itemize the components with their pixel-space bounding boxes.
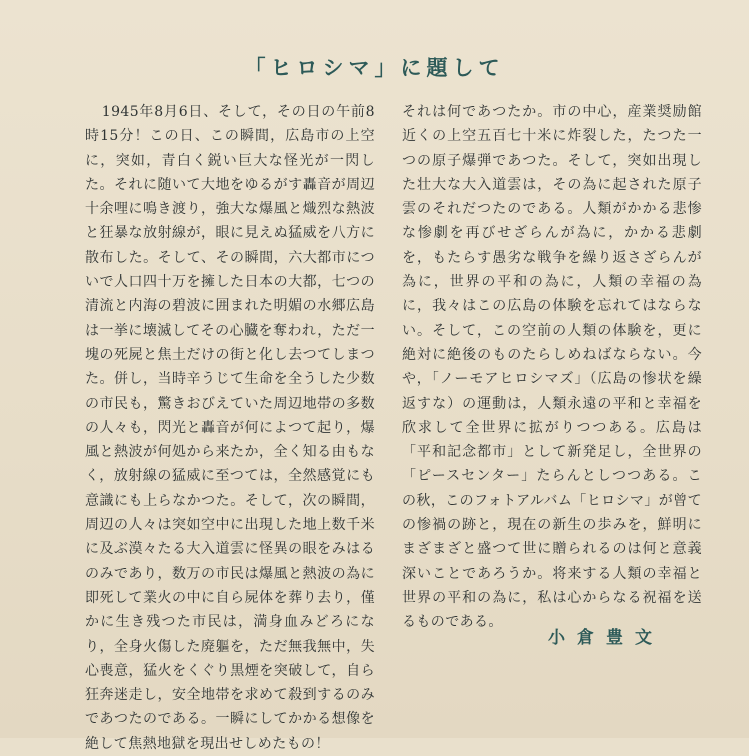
page-title: 「ヒロシマ」に題して: [244, 56, 505, 80]
body-text-right-column: それは何であつたか。市の中心，産業奨励館近くの上空五百七十米に炸裂した，たつた一つの原子爆弾であつた。そして，突如出現した壮大な大入道雲は，その為に起された原子雲のそれだつたのである。人類がかかる悲惨な惨劇を再びせざらんが為に，かかる悲劇を，もたらす愚劣な戦争を繰り返さざらんが為に，世界の平和の為に，人類の幸福の為に，我々はこの広島の体験を忘れてはならない。そして，この空前の人類の体験を，更に絶対に絶後のものたらしめねばならない。今や，「ノーモアヒロシマズ」（広島の惨状を繰返すな）の運動は，人類永遠の平和と幸福を欣求して全世界に拡がりつつある。広島は「平和記念都市」として新発足し，全世界の「ピースセンター」たらんとしつつある。この秋，このフォトアルバム「ヒロシマ」が曾ての惨禍の跡と，現在の新生の歩みを，鮮明にまざまざと盛つて世に贈られるのは何と意義深いことであろうか。将来する人類の幸福と世界の平和の為に，私は心からなる祝福を送るものである。: [402, 104, 702, 631]
author-signature: 小倉豊文: [548, 628, 664, 648]
body-text-left-column: 1945年8月6日、そして，その日の午前8時15分！この日、この瞬間，広島市の上空に，突如，青白く鋭い巨大な怪光が一閃した。それに随いて大地をゆるがす轟音が周辺十余哩に鳴き渡り，強大な爆風と熾烈な熱波と狂暴な放射線が，眼に見えぬ猛威を八方に散布した。そして、その瞬間，六大都市についで人口四十万を擁した日本の大都，七つの清流と内海の碧波に囲まれた明媚の水郷広島は一挙に壊滅してその心臓を奪われ，ただ一塊の死屍と焦土だけの街と化し去つてしまつた。併し，当時辛うじて生命を全うした少数の市民も，驚きおびえていた周辺地帯の多数の人々も，閃光と轟音が何によつて起り，爆風と熱波が何処から来たか，全く知る由もなく，放射線の猛威に至つては，全然感覚にも意識にも上らなかつた。そして，次の瞬間，周辺の人々は突如空中に出現した地上数千米に及ぶ漠々たる大入道雲に怪異の眼をみはるのみであり，数万の市民は爆風と熱波の為に即死して業火の中に自ら屍体を葬り去り，僅かに生き残つた市民は，満身血みどろになり，全身火傷した廃軀を，ただ無我無中，失心喪意，猛火をくぐり黒煙を突破して，自ら狂奔迷走し，安全地帯を求めて殺到するのみであつたのである。一瞬にしてかかる想像を絶して焦熱地獄を現出せしめたもの！: [85, 104, 375, 752]
